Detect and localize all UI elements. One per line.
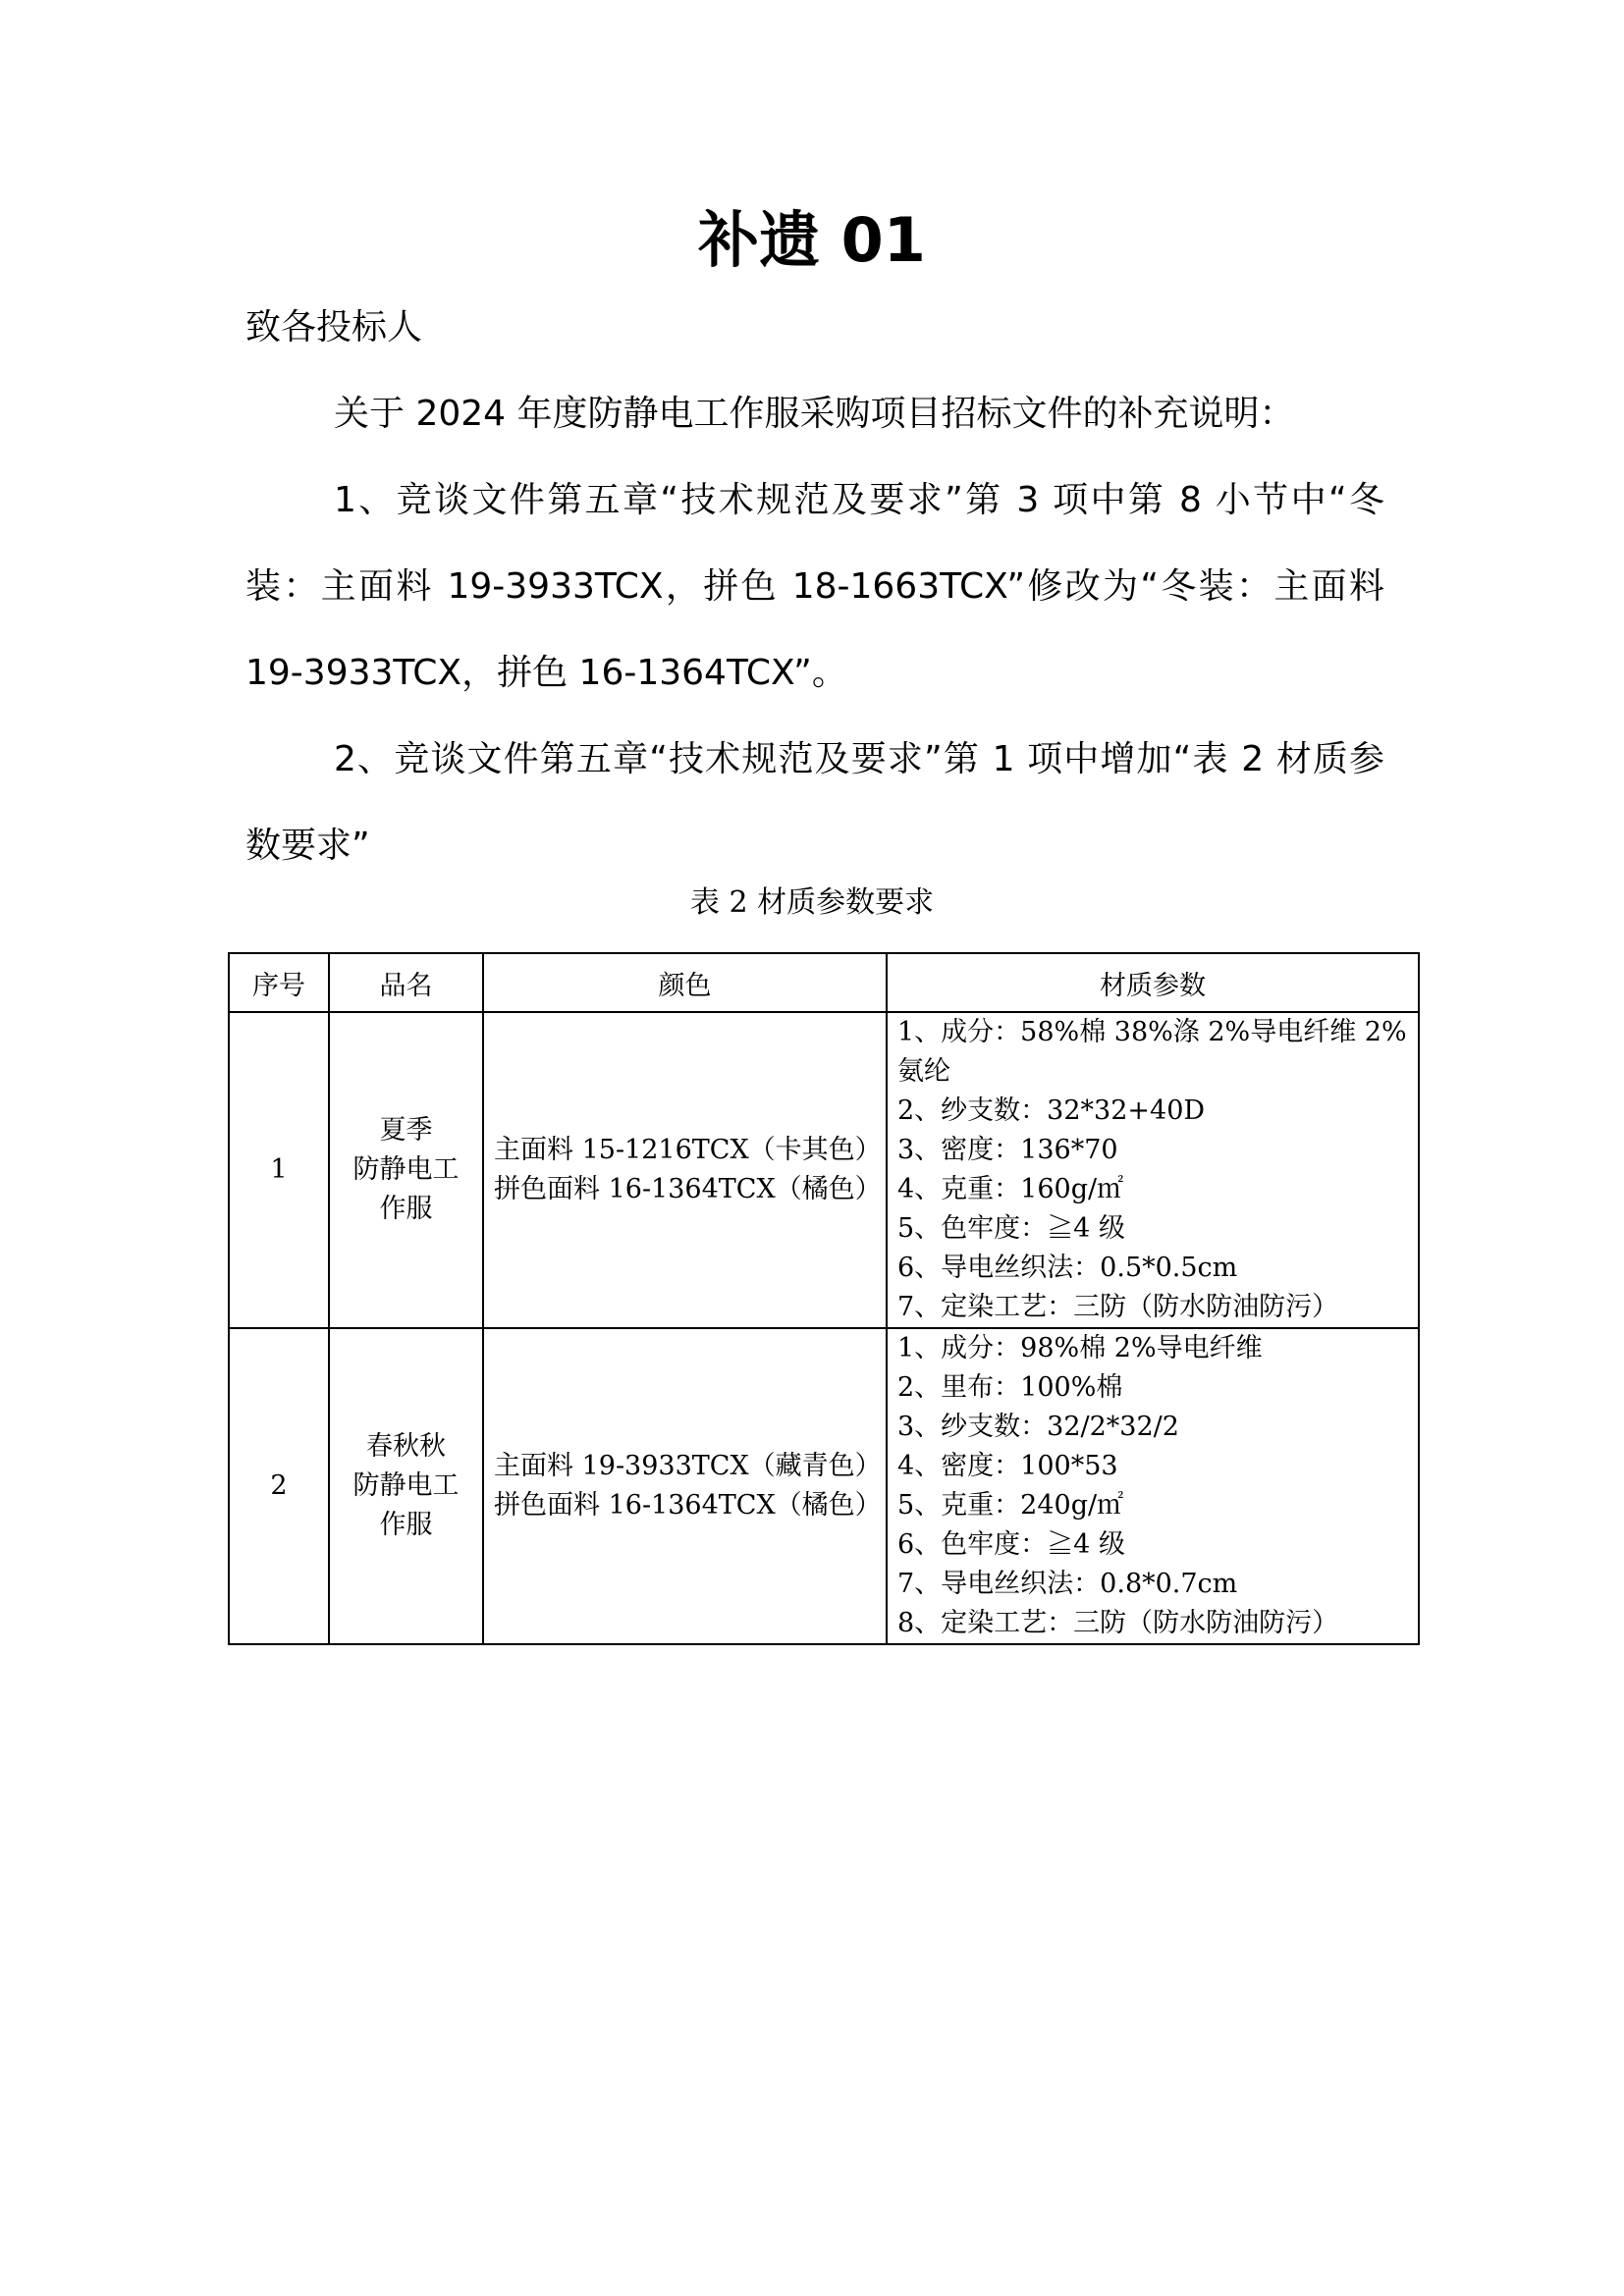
name-line: 防静电工 bbox=[352, 1154, 460, 1185]
color-line: 主面料 19-3933TCX（藏青色） bbox=[494, 1451, 882, 1481]
name-line: 作服 bbox=[379, 1194, 433, 1224]
table-caption: 表 2 材质参数要求 bbox=[689, 885, 935, 920]
param-line: 2、里布：100%棉 bbox=[897, 1372, 1123, 1403]
header-no: 序号 bbox=[229, 953, 329, 1012]
name-line: 防静电工 bbox=[352, 1470, 460, 1501]
color-line: 拼色面料 16-1364TCX（橘色） bbox=[494, 1174, 882, 1204]
header-color: 颜色 bbox=[483, 953, 887, 1012]
name-line: 夏季 bbox=[379, 1115, 433, 1146]
amendment-item-1: 1、竞谈文件第五章“技术规范及要求”第 3 项中第 8 小节中“冬装：主面料 19-3933TCX，拼色 18-1663TCX”修改为“冬装：主面料 19-3933TCX，拼色 16-1364TCX”。 bbox=[245, 480, 1384, 693]
row-material-params bbox=[887, 1012, 1419, 1328]
param-line: 2、纱支数：32*32+40D bbox=[897, 1095, 1206, 1126]
param-line: 4、克重：160g/㎡ bbox=[897, 1174, 1124, 1204]
row-product-name bbox=[329, 1012, 483, 1328]
intro-paragraph: 关于 2024 年度防静电工作服采购项目招标文件的补充说明： bbox=[334, 394, 1295, 434]
row-material-params bbox=[887, 1328, 1419, 1644]
param-line: 3、纱支数：32/2*32/2 bbox=[897, 1412, 1179, 1442]
param-line: 1、成分：58%棉 38%涤 2%导电纤维 2%氨纶 bbox=[897, 1017, 1407, 1087]
param-line: 3、密度：136*70 bbox=[897, 1135, 1118, 1165]
row-product-name bbox=[329, 1328, 483, 1644]
param-line: 8、定染工艺：三防（防水防油防污） bbox=[897, 1608, 1339, 1638]
row-colors bbox=[483, 1012, 887, 1328]
salutation: 致各投标人 bbox=[245, 307, 423, 347]
param-line: 6、色牢度：≧4 级 bbox=[897, 1529, 1125, 1560]
param-line: 5、克重：240g/㎡ bbox=[897, 1490, 1124, 1521]
color-line: 拼色面料 16-1364TCX（橘色） bbox=[494, 1490, 882, 1521]
material-spec-table bbox=[228, 952, 1420, 1645]
param-line: 1、成分：98%棉 2%导电纤维 bbox=[897, 1333, 1263, 1363]
row-colors bbox=[483, 1328, 887, 1644]
param-line: 4、密度：100*53 bbox=[897, 1451, 1118, 1481]
param-line: 6、导电丝织法：0.5*0.5cm bbox=[897, 1253, 1238, 1283]
color-line: 主面料 15-1216TCX（卡其色） bbox=[494, 1135, 882, 1165]
page-title: 补遗 01 bbox=[698, 204, 926, 276]
table-header-row bbox=[229, 953, 1419, 1012]
row-no: 2 bbox=[229, 1328, 329, 1644]
header-material-params: 材质参数 bbox=[887, 953, 1419, 1012]
name-line: 春秋秋 bbox=[366, 1431, 446, 1462]
table-row bbox=[229, 1012, 1419, 1328]
param-line: 5、色牢度：≧4 级 bbox=[897, 1213, 1125, 1244]
table-row bbox=[229, 1328, 1419, 1644]
header-name: 品名 bbox=[329, 953, 483, 1012]
param-line: 7、导电丝织法：0.8*0.7cm bbox=[897, 1569, 1238, 1599]
name-line: 作服 bbox=[379, 1510, 433, 1540]
amendment-item-2: 2、竞谈文件第五章“技术规范及要求”第 1 项中增加“表 2 材质参数要求” bbox=[245, 739, 1384, 866]
param-line: 7、定染工艺：三防（防水防油防污） bbox=[897, 1292, 1339, 1322]
row-no: 1 bbox=[229, 1012, 329, 1328]
